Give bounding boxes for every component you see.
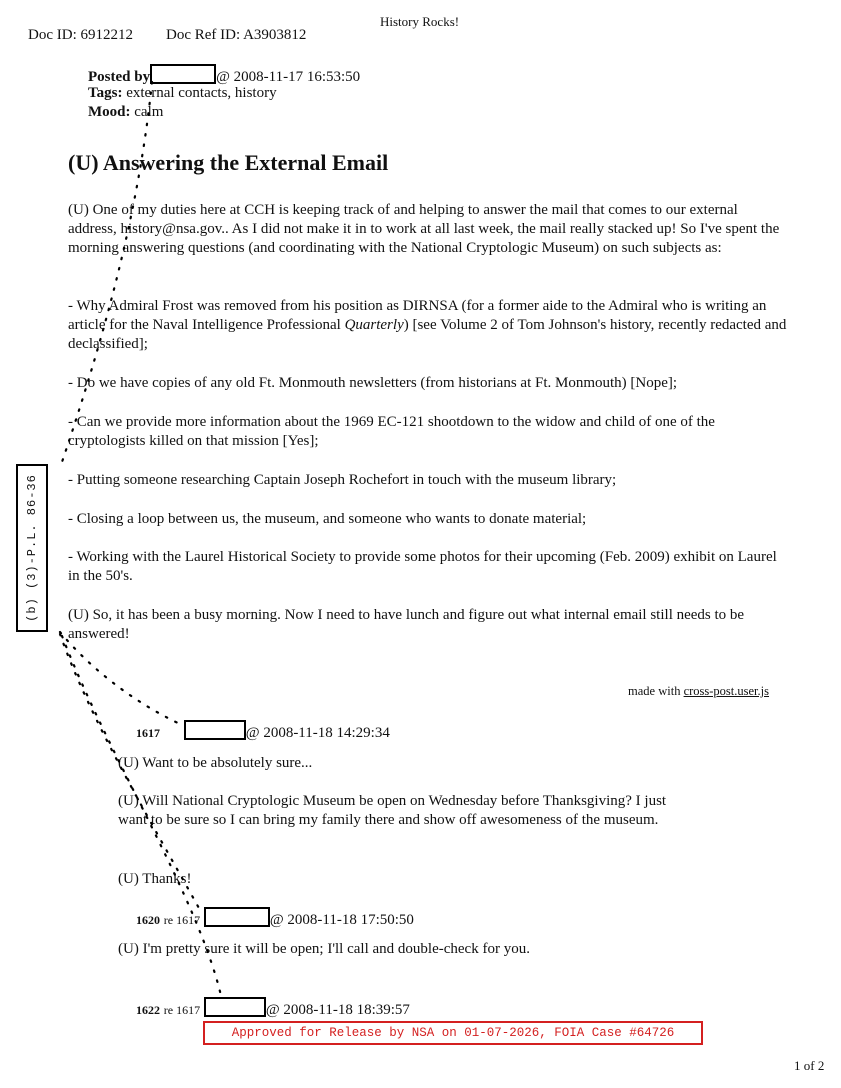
redacted-author [204, 997, 266, 1017]
exemption-stamp [16, 464, 48, 632]
post-intro: (U) One of my duties here at CCH is keeping track of and helping to answer the mail that comes to our external address, history@nsa.gov.. As I did not make it in to work at all last week, the mail really stacked up! So I've spent the morning answering questions (and coordinating with the National Cryptologic Museum) on such subjects as: [68, 202, 780, 256]
exemption-text: (b) (3)-P.L. 86-36 [25, 474, 39, 622]
comment-reply-to: re 1617 [163, 1003, 201, 1017]
list-item [68, 297, 788, 354]
comment-header [136, 907, 414, 929]
mood-value: calm [134, 104, 164, 120]
comment-id: 1620 [136, 913, 160, 927]
mood-label: Mood: [88, 104, 131, 120]
comment-header [136, 720, 390, 742]
made-with [628, 684, 769, 699]
leader-line-post [62, 82, 152, 462]
made-with-label: made with [628, 684, 684, 698]
post-title: (U) Answering the External Email [68, 150, 389, 175]
page-number: 1 of 2 [794, 1058, 825, 1073]
comment-reply-to: re 1617 [163, 913, 201, 927]
tags-label: Tags: [88, 85, 123, 101]
comment-header [136, 997, 410, 1019]
list-item: - Can we provide more information about the 1969 EC-121 shootdown to the widow and child of one of the cryptologists killed on that mission [Yes]; [68, 414, 715, 449]
comment-text: (U) Want to be absolutely sure... [118, 755, 313, 771]
item1-text-a: - Why Admiral Frost was removed from his position as DIRNSA (for a former aide to the Admiral who is writing an article for the Naval Intelligence Professional [68, 298, 767, 333]
comment-timestamp: @ 2008-11-18 14:29:34 [245, 725, 390, 741]
list-item: - Putting someone researching Captain Joseph Rochefort in touch with the museum library; [68, 472, 617, 488]
redacted-author [150, 64, 216, 84]
item1-text-b: ) [see Volume 2 of Tom Johnson's history, recently redacted and declassified]; [68, 317, 787, 352]
list-item: - Working with the Laurel Historical Society to provide some photos for their upcoming (Feb. 2009) exhibit on Laurel in the 50's. [68, 549, 777, 584]
comment-text: (U) I'm pretty sure it will be open; I'll call and double-check for you. [118, 941, 530, 957]
comment-timestamp: @ 2008-11-18 17:50:50 [269, 912, 414, 928]
comment-id: 1617 [136, 726, 160, 740]
redacted-author [184, 720, 246, 740]
post-closing: (U) So, it has been a busy morning. Now I need to have lunch and figure out what internal email still needs to be answered! [68, 607, 745, 642]
item1-italic: Quarterly [344, 317, 404, 333]
list-item: - Do we have copies of any old Ft. Monmouth newsletters (from historians at Ft. Monmouth) [Nope]; [68, 375, 678, 391]
post-mood [88, 103, 163, 122]
doc-id: Doc ID: 6912212 [28, 27, 133, 43]
comment-id: 1622 [136, 1003, 160, 1017]
approved-release-stamp: Approved for Release by NSA on 01-07-2026, FOIA Case #64726 [203, 1021, 703, 1045]
comment-text: (U) Thanks! [118, 871, 192, 887]
post-timestamp: @ 2008-11-17 16:53:50 [216, 69, 361, 85]
comment-text: (U) Will National Cryptologic Museum be open on Wednesday before Thanksgiving? I just want to be sure so I can bring my family there and show off awesomeness of the museum. [118, 793, 667, 828]
cross-post-link[interactable]: cross-post.user.js [683, 684, 769, 698]
doc-ref-id: Doc Ref ID: A3903812 [166, 27, 307, 43]
post-tags [88, 84, 277, 103]
list-item: - Closing a loop between us, the museum, and someone who wants to donate material; [68, 511, 587, 527]
posted-by-label: Posted by [88, 69, 151, 85]
leader-line-1617 [60, 632, 180, 724]
blog-title: History Rocks! [380, 14, 460, 29]
comment-timestamp: @ 2008-11-18 18:39:57 [265, 1002, 410, 1018]
redacted-author [204, 907, 270, 927]
tags-value: external contacts, history [126, 85, 277, 101]
